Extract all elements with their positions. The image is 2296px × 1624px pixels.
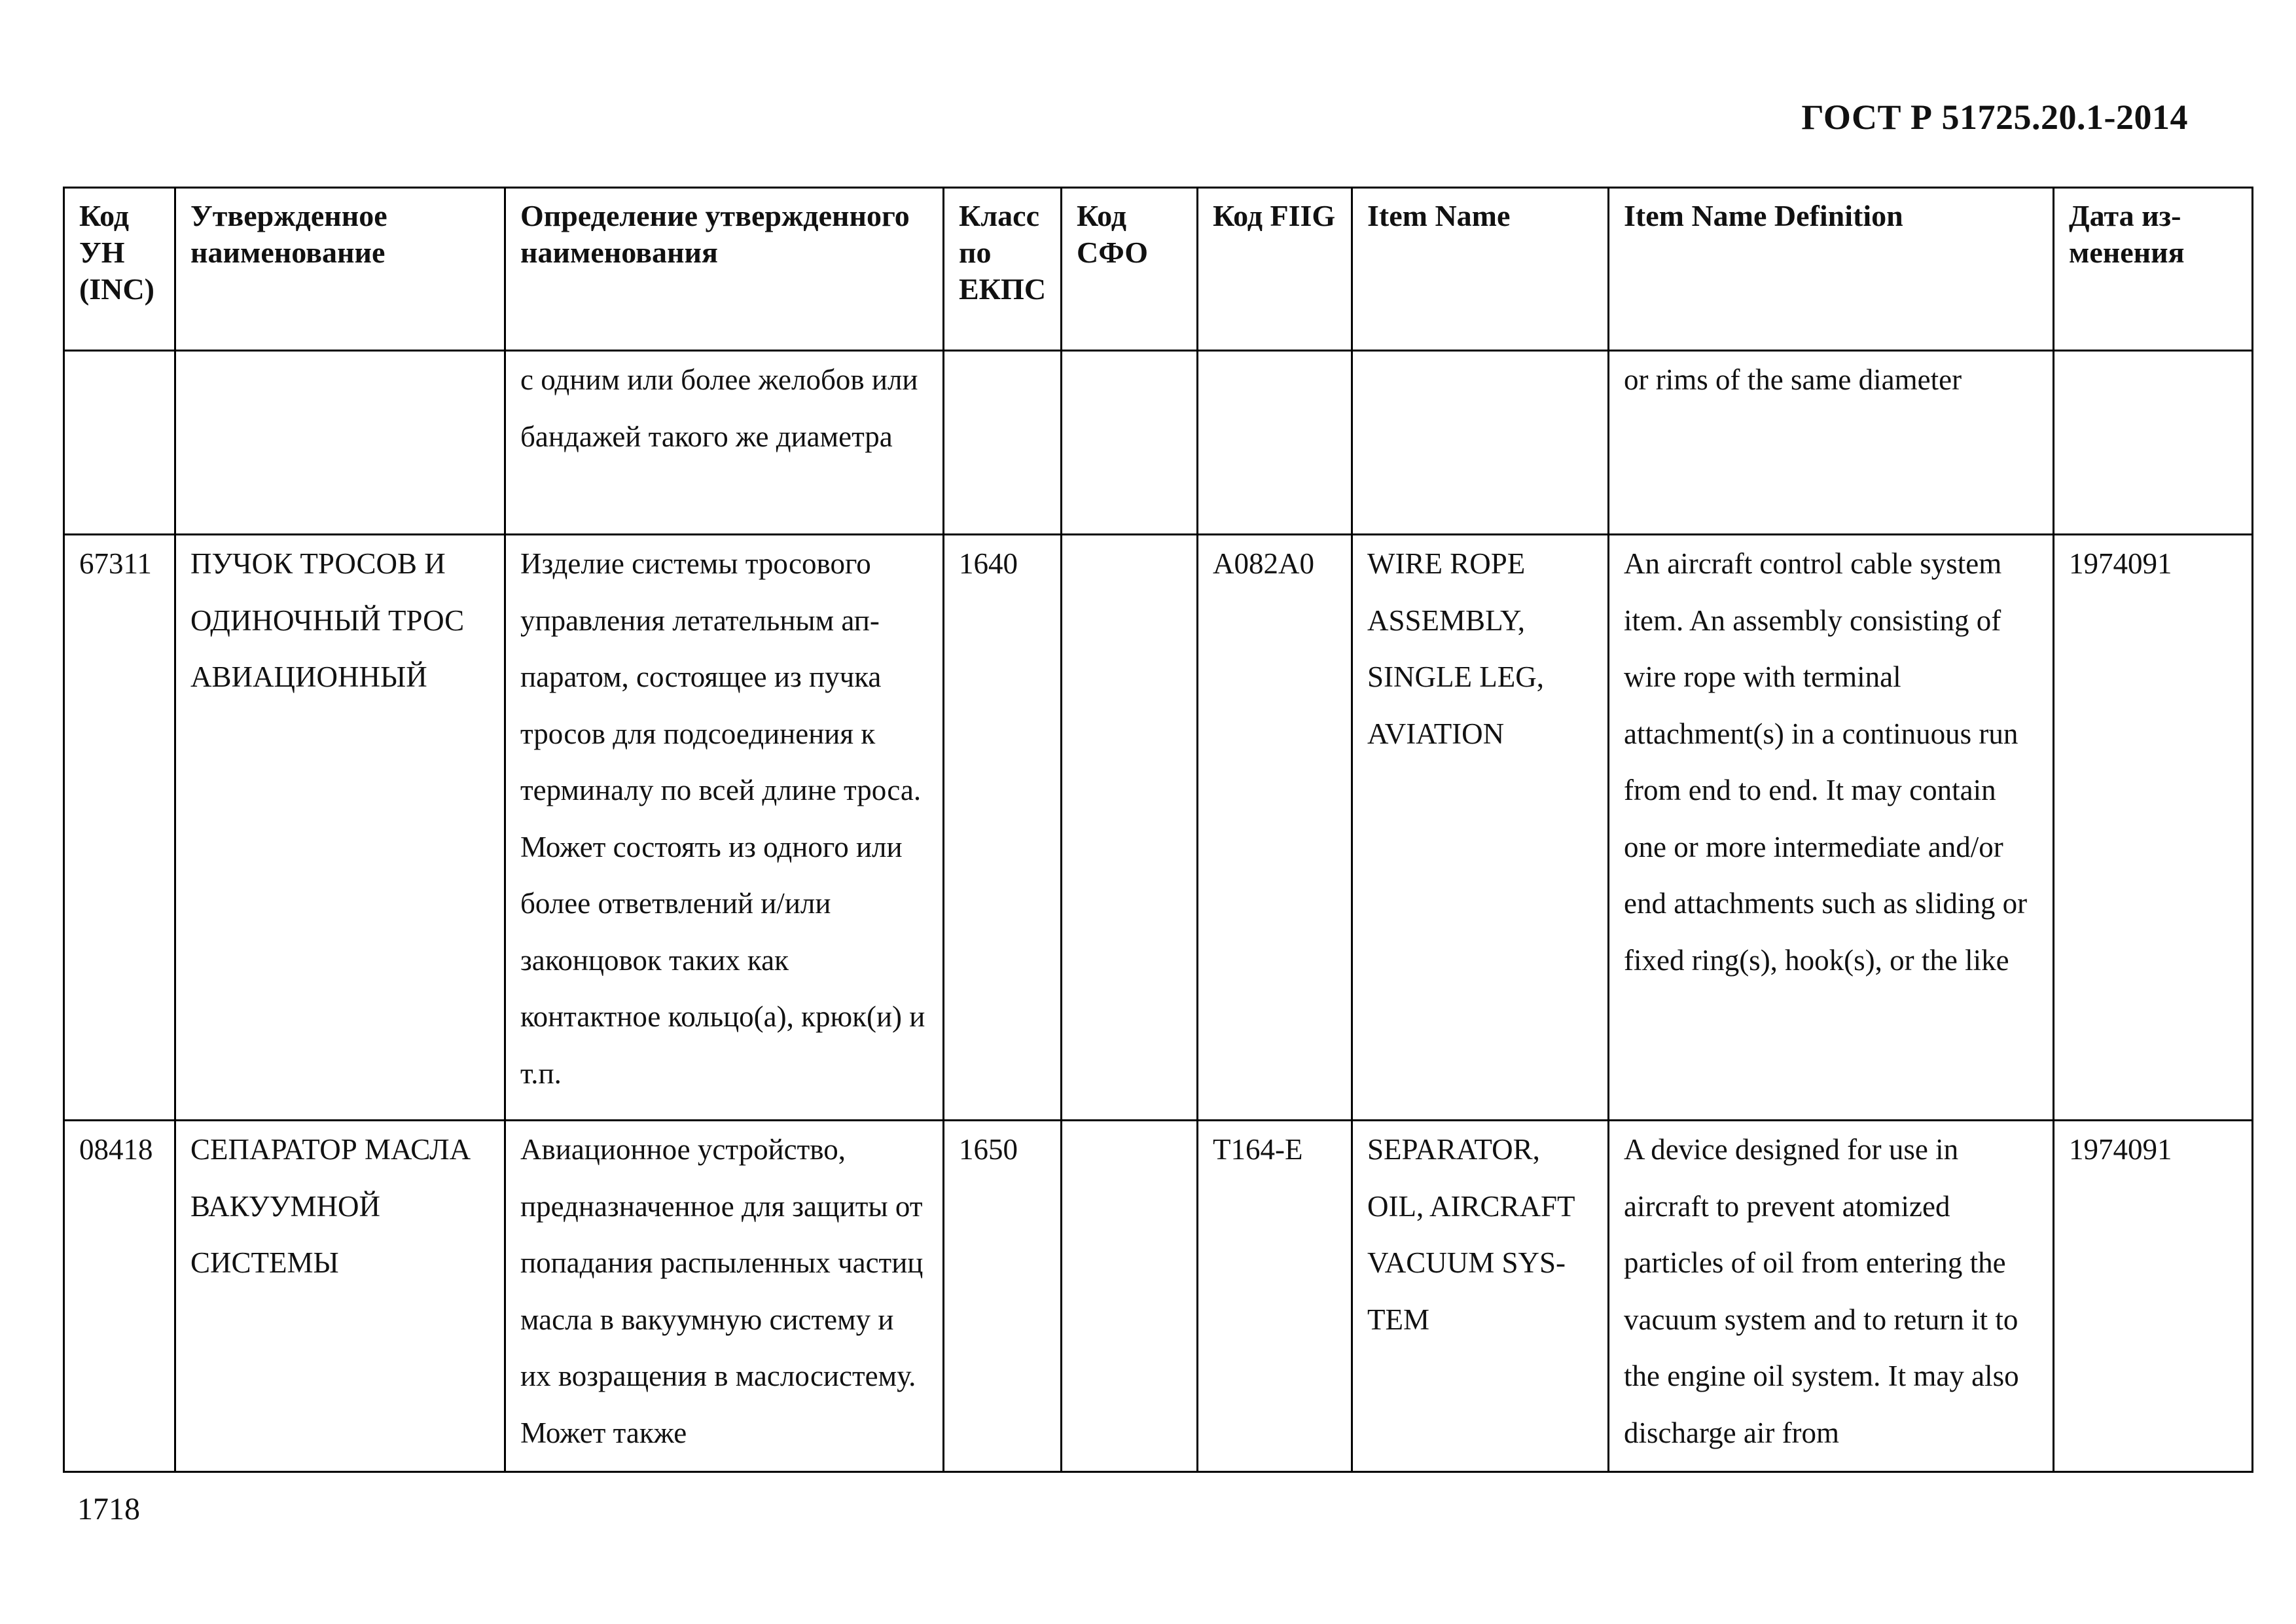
cell-sfo bbox=[1062, 535, 1198, 1121]
cell-date bbox=[2054, 351, 2253, 535]
classification-table bbox=[63, 187, 2253, 1473]
page-number: 1718 bbox=[77, 1492, 140, 1526]
cell-fiig bbox=[1198, 351, 1352, 535]
document-id: ГОСТ Р 51725.20.1-2014 bbox=[1801, 98, 2188, 137]
cell-name: ПУЧОК ТРОСОВ И ОДИНОЧНЫЙ ТРОС АВИАЦИОННЫЙ bbox=[175, 535, 505, 1121]
col-header-name: Утвержденное наименование bbox=[175, 188, 505, 351]
cell-definition: Изделие системы тросового управления летательным аппаратом, состоящее из пучка тросов для подсоединения к терминалу по всей длине троса. Может состоять из одного или более ответвлений и/или законцовок таких как контактное кольцо(а), крюк(и) и т.п. bbox=[505, 535, 944, 1121]
col-header-item-name: Item Name bbox=[1352, 188, 1609, 351]
cell-fiig: T164-E bbox=[1198, 1121, 1352, 1472]
col-header-definition: Определение утвержденного наименования bbox=[505, 188, 944, 351]
cell-item-definition: An aircraft control cable system item. An assembly consisting of wire rope with terminal attachment(s) in a continuous run from end to end. It may contain one or more intermediate and/or end attachments such as sliding or fixed ring(s), hook(s), or the like bbox=[1609, 535, 2054, 1121]
cell-item-definition: or rims of the same diameter bbox=[1609, 351, 2054, 535]
col-header-fiig: Код FIIG bbox=[1198, 188, 1352, 351]
cell-item-name: SEPARATOR, OIL, AIRCRAFT VACUUM SYSTEM bbox=[1352, 1121, 1609, 1472]
cell-date: 1974091 bbox=[2054, 535, 2253, 1121]
table-row bbox=[64, 1121, 2253, 1472]
cell-inc bbox=[64, 351, 175, 535]
cell-fiig: A082A0 bbox=[1198, 535, 1352, 1121]
cell-date: 1974091 bbox=[2054, 1121, 2253, 1472]
cell-definition: Авиационное устройство, предназначенное для защиты от попадания распыленных частиц масла в вакуумную систему и их возращения в маслосистему. Может также bbox=[505, 1121, 944, 1472]
cell-class: 1650 bbox=[944, 1121, 1062, 1472]
cell-class bbox=[944, 351, 1062, 535]
cell-sfo bbox=[1062, 1121, 1198, 1472]
cell-inc: 08418 bbox=[64, 1121, 175, 1472]
cell-name bbox=[175, 351, 505, 535]
cell-inc: 67311 bbox=[64, 535, 175, 1121]
cell-item-name: WIRE ROPE ASSEMBLY, SINGLE LEG, AVIATION bbox=[1352, 535, 1609, 1121]
cell-item-name bbox=[1352, 351, 1609, 535]
col-header-date: Дата изменения bbox=[2054, 188, 2253, 351]
cell-definition: с одним или более желобов или бандажей такого же диаметра bbox=[505, 351, 944, 535]
col-header-item-definition: Item Name Definition bbox=[1609, 188, 2054, 351]
col-header-inc: Код УН (INC) bbox=[64, 188, 175, 351]
cell-name: СЕПАРАТОР МАСЛА ВАКУУМНОЙ СИСТЕМЫ bbox=[175, 1121, 505, 1472]
cell-item-definition: A device designed for use in aircraft to prevent atomized particles of oil from entering the vacuum system and to return it to the engine oil system. It may also discharge air from bbox=[1609, 1121, 2054, 1472]
col-header-sfo: Код СФО bbox=[1062, 188, 1198, 351]
table-header-row bbox=[64, 188, 2253, 351]
table-row-continuation bbox=[64, 351, 2253, 535]
table-row bbox=[64, 535, 2253, 1121]
cell-sfo bbox=[1062, 351, 1198, 535]
cell-class: 1640 bbox=[944, 535, 1062, 1121]
col-header-class: Класс по ЕКПС bbox=[944, 188, 1062, 351]
